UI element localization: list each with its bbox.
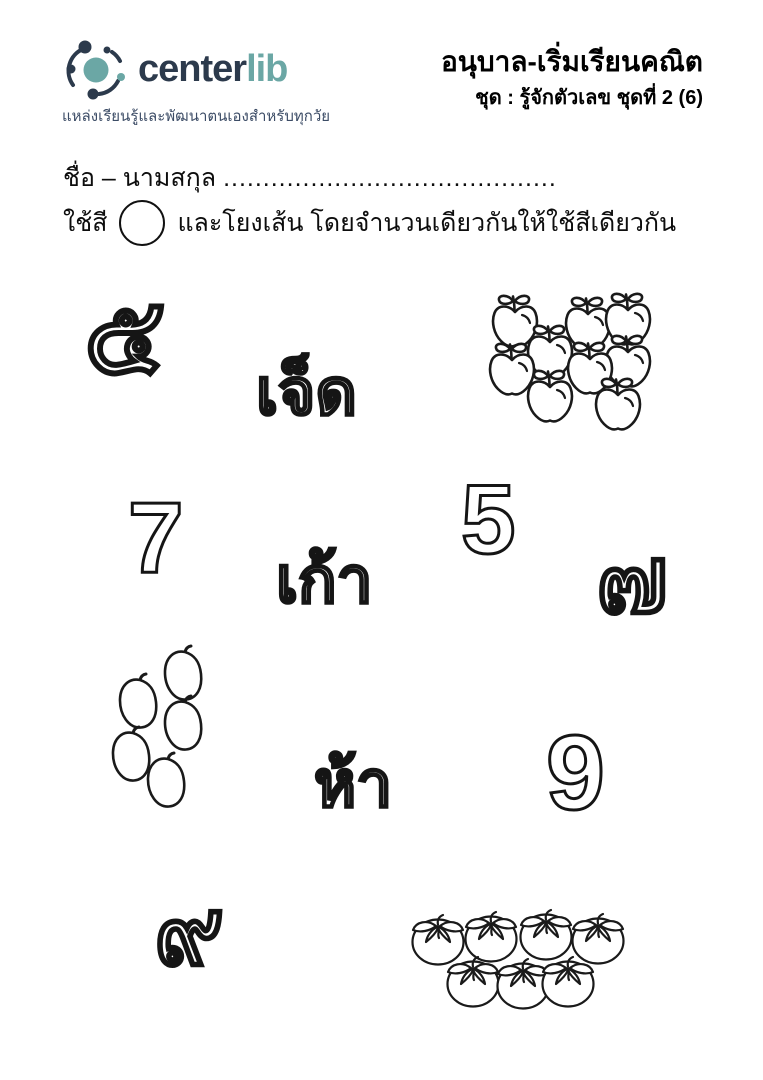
mango-shape xyxy=(148,753,184,807)
outline-digit-nine: 9 xyxy=(546,714,605,832)
mango-shape xyxy=(165,696,201,750)
blank-color-circle xyxy=(119,200,165,246)
tomato-shape xyxy=(448,957,499,1007)
tomato-shape xyxy=(466,912,517,962)
outline-digit-five: 5 xyxy=(461,464,516,574)
instruction-suffix: และโยงเส้น โดยจำนวนเดียวกันให้ใช้สีเดียวกัน xyxy=(177,209,677,237)
instruction-line xyxy=(63,200,676,246)
mango-shape xyxy=(113,727,149,781)
worksheet-title: อนุบาล-เริ่มเรียนคณิต xyxy=(440,46,703,77)
outline-thai-word-five: ห้า xyxy=(314,748,393,820)
brand-name-secondary: lib xyxy=(246,48,288,90)
name-label: ชื่อ – นามสกุล xyxy=(63,164,217,192)
logo xyxy=(62,38,330,128)
name-fill-dots: .......................................... xyxy=(223,164,557,192)
outline-thai-numeral-nine: ๙ xyxy=(154,878,225,985)
brand-tagline: แหล่งเรียนรู้และพัฒนาตนเองสำหรับทุกวัย xyxy=(62,108,331,125)
apple-shape xyxy=(493,296,537,347)
brand-wordmark xyxy=(138,50,287,88)
apple-group xyxy=(468,286,658,436)
instruction-prefix: ใช้สี xyxy=(63,209,108,237)
outline-thai-numeral-five: ๕ xyxy=(84,275,166,396)
outline-thai-word-seven: เจ็ด xyxy=(256,356,357,428)
tomato-shape xyxy=(543,957,594,1007)
apple-shape xyxy=(528,371,572,422)
mango-shape xyxy=(120,674,156,728)
name-line xyxy=(63,158,557,198)
tomato-shape xyxy=(413,915,464,965)
tomato-shape xyxy=(573,914,624,964)
brand-name-primary: center xyxy=(138,48,247,90)
apple-shape xyxy=(566,298,610,349)
outline-digit-seven: 7 xyxy=(128,482,184,594)
title-block xyxy=(441,46,703,113)
tomato-shape xyxy=(521,910,572,960)
worksheet-subtitle: ชุด : รู้จักตัวเลข ชุดที่ 2 (6) xyxy=(475,87,703,110)
outline-thai-word-nine: เก้า xyxy=(276,544,373,616)
outline-thai-numeral-seven: ๗ xyxy=(596,526,669,633)
mango-shape xyxy=(165,646,201,700)
mango-group xyxy=(98,636,248,816)
tomato-shape xyxy=(498,959,549,1009)
tomato-group xyxy=(406,898,636,1016)
centerlib-logo-icon xyxy=(62,38,132,100)
